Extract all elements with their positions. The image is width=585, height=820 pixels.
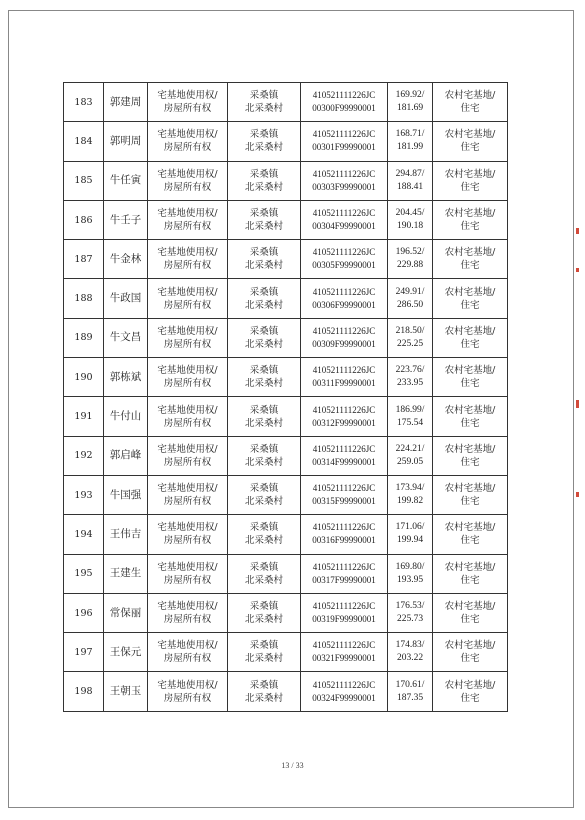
area-line: 224.21/ [395, 443, 425, 454]
location-line: 采桑镇 [249, 325, 279, 337]
table-row [64, 633, 508, 672]
owner-name-cell: 郭启峰 [104, 436, 148, 475]
area-line: 171.06/ [395, 522, 425, 533]
right-type-cell [148, 279, 228, 318]
record-number-cell: 194 [64, 515, 104, 554]
area-line: 196.52/ [395, 247, 425, 258]
right-type-cell [148, 633, 228, 672]
location-line: 采桑镇 [249, 561, 279, 573]
right-type-cell [148, 161, 228, 200]
right-type-line: 房屋所有权 [163, 417, 212, 429]
unit-code-cell [301, 554, 388, 593]
location-line: 采桑镇 [249, 168, 279, 180]
location-line: 北采桑村 [244, 103, 283, 115]
right-type-line: 宅基地使用权/ [157, 522, 218, 534]
owner-name-cell: 常保丽 [104, 593, 148, 632]
unit-code-line: 00301F99990001 [312, 142, 376, 153]
record-number-cell: 188 [64, 279, 104, 318]
unit-code-line: 00309F99990001 [312, 338, 376, 349]
record-number-cell: 187 [64, 240, 104, 279]
right-type-line: 房屋所有权 [163, 574, 212, 586]
usage-line: 住宅 [460, 417, 480, 429]
unit-code-cell [301, 318, 388, 357]
location-line: 采桑镇 [249, 365, 279, 377]
location-line: 采桑镇 [249, 640, 279, 652]
location-line: 采桑镇 [249, 208, 279, 220]
record-number-cell: 183 [64, 83, 104, 122]
usage-line: 农村宅基地/ [444, 168, 496, 180]
area-cell [388, 279, 433, 318]
unit-code-cell [301, 593, 388, 632]
right-type-line: 宅基地使用权/ [157, 247, 218, 259]
unit-code-line: 00306F99990001 [312, 299, 376, 310]
table-row [64, 593, 508, 632]
unit-code-cell [301, 672, 388, 711]
unit-code-cell [301, 240, 388, 279]
page-number: 13 / 33 [281, 761, 304, 770]
location-cell [228, 515, 301, 554]
edge-mark [576, 268, 579, 272]
right-type-line: 宅基地使用权/ [157, 365, 218, 377]
location-line: 采桑镇 [249, 679, 279, 691]
table-row [64, 161, 508, 200]
right-type-cell [148, 593, 228, 632]
right-type-line: 宅基地使用权/ [157, 679, 218, 691]
unit-code-line: 410521111226JC [312, 365, 376, 376]
area-line: 190.18 [396, 221, 424, 232]
area-line: 203.22 [396, 653, 424, 664]
usage-line: 住宅 [460, 535, 480, 547]
usage-line: 农村宅基地/ [444, 129, 496, 141]
unit-code-line: 410521111226JC [312, 640, 376, 651]
usage-line: 住宅 [460, 574, 480, 586]
location-line: 北采桑村 [244, 417, 283, 429]
unit-code-line: 00319F99990001 [312, 614, 376, 624]
area-line: 229.88 [396, 260, 424, 271]
usage-cell [433, 554, 508, 593]
location-line: 北采桑村 [244, 221, 283, 233]
location-cell [228, 397, 301, 436]
right-type-line: 房屋所有权 [163, 535, 212, 547]
unit-code-line: 410521111226JC [312, 286, 376, 297]
usage-line: 农村宅基地/ [444, 247, 496, 259]
area-line: 225.73 [396, 614, 424, 624]
location-cell [228, 633, 301, 672]
area-cell [388, 122, 433, 161]
area-line: 199.82 [396, 496, 424, 507]
unit-code-cell [301, 200, 388, 239]
location-cell [228, 161, 301, 200]
usage-line: 住宅 [460, 496, 480, 508]
usage-cell [433, 240, 508, 279]
area-line: 218.50/ [395, 325, 425, 336]
right-type-line: 宅基地使用权/ [157, 90, 218, 102]
usage-line: 住宅 [460, 456, 480, 468]
right-type-cell [148, 318, 228, 357]
right-type-line: 宅基地使用权/ [157, 168, 218, 180]
right-type-line: 房屋所有权 [163, 221, 212, 233]
unit-code-cell [301, 633, 388, 672]
unit-code-cell [301, 397, 388, 436]
table-row [64, 554, 508, 593]
usage-cell [433, 161, 508, 200]
unit-code-cell [301, 436, 388, 475]
location-line: 采桑镇 [249, 286, 279, 298]
record-number-cell: 193 [64, 475, 104, 514]
area-line: 225.25 [396, 338, 424, 349]
location-cell [228, 200, 301, 239]
unit-code-line: 410521111226JC [312, 168, 376, 179]
usage-cell [433, 318, 508, 357]
right-type-line: 房屋所有权 [163, 496, 212, 508]
usage-line: 住宅 [460, 338, 480, 350]
location-cell [228, 672, 301, 711]
owner-name-cell: 牛国强 [104, 475, 148, 514]
owner-name-cell: 牛文昌 [104, 318, 148, 357]
record-number-cell: 190 [64, 358, 104, 397]
area-cell [388, 515, 433, 554]
area-line: 168.71/ [395, 129, 425, 140]
right-type-cell [148, 200, 228, 239]
right-type-line: 宅基地使用权/ [157, 561, 218, 573]
unit-code-cell [301, 122, 388, 161]
edge-mark [576, 400, 579, 408]
owner-name-cell: 牛任寅 [104, 161, 148, 200]
location-line: 北采桑村 [244, 299, 283, 311]
right-type-line: 宅基地使用权/ [157, 443, 218, 455]
area-cell [388, 161, 433, 200]
usage-line: 住宅 [460, 692, 480, 704]
area-line: 249.91/ [395, 286, 425, 297]
usage-cell [433, 122, 508, 161]
area-cell [388, 358, 433, 397]
edge-mark [576, 492, 579, 497]
location-line: 北采桑村 [244, 378, 283, 390]
record-number-cell: 186 [64, 200, 104, 239]
right-type-line: 房屋所有权 [163, 692, 212, 704]
right-type-line: 房屋所有权 [163, 653, 212, 665]
usage-cell [433, 83, 508, 122]
owner-name-cell: 王伟吉 [104, 515, 148, 554]
unit-code-line: 410521111226JC [312, 601, 376, 611]
area-line: 223.76/ [395, 365, 425, 376]
right-type-cell [148, 475, 228, 514]
area-line: 193.95 [396, 574, 424, 585]
location-cell [228, 554, 301, 593]
right-type-line: 房屋所有权 [163, 378, 212, 390]
location-line: 北采桑村 [244, 653, 283, 665]
unit-code-line: 410521111226JC [312, 129, 376, 140]
area-line: 294.87/ [395, 168, 425, 179]
unit-code-line: 00300F99990001 [312, 103, 376, 114]
area-cell [388, 593, 433, 632]
unit-code-cell [301, 515, 388, 554]
right-type-line: 房屋所有权 [163, 614, 212, 625]
usage-cell [433, 397, 508, 436]
property-records-table [63, 82, 508, 712]
unit-code-line: 410521111226JC [312, 325, 376, 336]
location-cell [228, 318, 301, 357]
area-cell [388, 672, 433, 711]
location-cell [228, 240, 301, 279]
owner-name-cell: 王建生 [104, 554, 148, 593]
right-type-cell [148, 436, 228, 475]
location-line: 北采桑村 [244, 456, 283, 468]
unit-code-cell [301, 279, 388, 318]
owner-name-cell: 牛壬子 [104, 200, 148, 239]
area-line: 233.95 [396, 378, 424, 389]
area-line: 169.92/ [395, 90, 425, 101]
owner-name-cell: 牛金林 [104, 240, 148, 279]
location-line: 采桑镇 [249, 522, 279, 534]
table-row [64, 672, 508, 711]
area-cell [388, 83, 433, 122]
location-line: 北采桑村 [244, 614, 283, 625]
area-line: 204.45/ [395, 208, 425, 219]
unit-code-line: 00317F99990001 [312, 574, 376, 585]
record-number-cell: 192 [64, 436, 104, 475]
location-line: 北采桑村 [244, 260, 283, 272]
right-type-line: 宅基地使用权/ [157, 404, 218, 416]
usage-line: 住宅 [460, 614, 480, 625]
records-body [64, 83, 508, 712]
usage-line: 住宅 [460, 181, 480, 193]
unit-code-line: 410521111226JC [312, 443, 376, 454]
unit-code-line: 00324F99990001 [312, 692, 376, 703]
right-type-cell [148, 122, 228, 161]
location-cell [228, 358, 301, 397]
location-cell [228, 436, 301, 475]
table-row [64, 475, 508, 514]
owner-name-cell: 郭建周 [104, 83, 148, 122]
right-type-line: 宅基地使用权/ [157, 640, 218, 652]
right-type-line: 房屋所有权 [163, 299, 212, 311]
right-type-line: 宅基地使用权/ [157, 286, 218, 298]
unit-code-line: 410521111226JC [312, 561, 376, 572]
table-row [64, 515, 508, 554]
area-line: 169.80/ [395, 561, 425, 572]
unit-code-cell [301, 475, 388, 514]
owner-name-cell: 郭明周 [104, 122, 148, 161]
right-type-cell [148, 83, 228, 122]
table-row [64, 279, 508, 318]
location-line: 北采桑村 [244, 535, 283, 547]
table-row [64, 240, 508, 279]
usage-line: 住宅 [460, 299, 480, 311]
right-type-cell [148, 554, 228, 593]
usage-cell [433, 515, 508, 554]
table-row [64, 318, 508, 357]
right-type-line: 房屋所有权 [163, 142, 212, 154]
right-type-line: 宅基地使用权/ [157, 325, 218, 337]
unit-code-cell [301, 83, 388, 122]
area-line: 186.99/ [395, 404, 425, 415]
location-line: 北采桑村 [244, 496, 283, 508]
record-number-cell: 191 [64, 397, 104, 436]
area-line: 173.94/ [395, 483, 425, 494]
unit-code-line: 00303F99990001 [312, 181, 376, 192]
location-line: 北采桑村 [244, 338, 283, 350]
unit-code-line: 00311F99990001 [312, 378, 376, 389]
record-number-cell: 196 [64, 593, 104, 632]
record-number-cell: 195 [64, 554, 104, 593]
owner-name-cell: 牛付山 [104, 397, 148, 436]
owner-name-cell: 王保元 [104, 633, 148, 672]
unit-code-line: 00312F99990001 [312, 417, 376, 428]
usage-line: 住宅 [460, 103, 480, 115]
unit-code-line: 00321F99990001 [312, 653, 376, 664]
owner-name-cell: 牛政国 [104, 279, 148, 318]
usage-line: 住宅 [460, 653, 480, 665]
unit-code-line: 410521111226JC [312, 208, 376, 219]
location-line: 采桑镇 [249, 129, 279, 141]
area-line: 174.83/ [395, 640, 425, 651]
record-number-cell: 198 [64, 672, 104, 711]
area-cell [388, 397, 433, 436]
area-line: 259.05 [396, 456, 424, 467]
unit-code-line: 410521111226JC [312, 247, 376, 258]
area-line: 181.69 [396, 103, 424, 114]
usage-cell [433, 279, 508, 318]
right-type-line: 宅基地使用权/ [157, 208, 218, 220]
location-cell [228, 279, 301, 318]
area-cell [388, 436, 433, 475]
area-line: 170.61/ [395, 679, 425, 690]
right-type-line: 房屋所有权 [163, 181, 212, 193]
location-line: 采桑镇 [249, 601, 279, 612]
unit-code-cell [301, 358, 388, 397]
usage-line: 住宅 [460, 221, 480, 233]
location-line: 采桑镇 [249, 90, 279, 102]
location-cell [228, 83, 301, 122]
usage-line: 农村宅基地/ [444, 90, 496, 102]
location-line: 采桑镇 [249, 443, 279, 455]
right-type-line: 房屋所有权 [163, 260, 212, 272]
table-row [64, 200, 508, 239]
unit-code-line: 410521111226JC [312, 483, 376, 494]
area-line: 199.94 [396, 535, 424, 546]
usage-cell [433, 593, 508, 632]
right-type-cell [148, 397, 228, 436]
right-type-cell [148, 240, 228, 279]
owner-name-cell: 王朝玉 [104, 672, 148, 711]
right-type-line: 房屋所有权 [163, 456, 212, 468]
usage-cell [433, 200, 508, 239]
usage-line: 农村宅基地/ [444, 522, 496, 534]
usage-line: 农村宅基地/ [444, 365, 496, 377]
location-line: 北采桑村 [244, 692, 283, 704]
right-type-cell [148, 515, 228, 554]
right-type-line: 宅基地使用权/ [157, 129, 218, 141]
area-line: 176.53/ [395, 601, 425, 611]
owner-name-cell: 郭栋斌 [104, 358, 148, 397]
usage-line: 农村宅基地/ [444, 208, 496, 220]
record-number-cell: 185 [64, 161, 104, 200]
usage-line: 住宅 [460, 142, 480, 154]
unit-code-line: 00316F99990001 [312, 535, 376, 546]
right-type-line: 房屋所有权 [163, 338, 212, 350]
usage-line: 农村宅基地/ [444, 640, 496, 652]
usage-cell [433, 436, 508, 475]
record-number-cell: 197 [64, 633, 104, 672]
unit-code-line: 410521111226JC [312, 522, 376, 533]
unit-code-line: 00304F99990001 [312, 221, 376, 232]
unit-code-line: 410521111226JC [312, 404, 376, 415]
location-cell [228, 122, 301, 161]
right-type-line: 宅基地使用权/ [157, 483, 218, 495]
usage-line: 住宅 [460, 378, 480, 390]
area-cell [388, 240, 433, 279]
right-type-cell [148, 672, 228, 711]
location-line: 北采桑村 [244, 574, 283, 586]
usage-cell [433, 475, 508, 514]
table-row [64, 83, 508, 122]
usage-cell [433, 633, 508, 672]
record-number-cell: 189 [64, 318, 104, 357]
edge-mark [576, 228, 579, 234]
area-line: 187.35 [396, 692, 424, 703]
location-cell [228, 475, 301, 514]
table-row [64, 436, 508, 475]
unit-code-line: 00314F99990001 [312, 456, 376, 467]
usage-line: 农村宅基地/ [444, 286, 496, 298]
area-cell [388, 200, 433, 239]
table-row [64, 358, 508, 397]
area-cell [388, 554, 433, 593]
usage-line: 农村宅基地/ [444, 561, 496, 573]
location-line: 采桑镇 [249, 247, 279, 259]
right-type-line: 房屋所有权 [163, 103, 212, 115]
unit-code-cell [301, 161, 388, 200]
location-cell [228, 593, 301, 632]
usage-line: 农村宅基地/ [444, 404, 496, 416]
usage-line: 农村宅基地/ [444, 325, 496, 337]
usage-cell [433, 358, 508, 397]
right-type-cell [148, 358, 228, 397]
area-cell [388, 633, 433, 672]
table-row [64, 122, 508, 161]
record-number-cell: 184 [64, 122, 104, 161]
area-line: 175.54 [396, 417, 424, 428]
area-line: 181.99 [396, 142, 424, 153]
table-row [64, 397, 508, 436]
area-cell [388, 475, 433, 514]
location-line: 北采桑村 [244, 142, 283, 154]
area-cell [388, 318, 433, 357]
location-line: 采桑镇 [249, 483, 279, 495]
usage-line: 农村宅基地/ [444, 601, 496, 612]
location-line: 北采桑村 [244, 181, 283, 193]
usage-line: 农村宅基地/ [444, 679, 496, 691]
usage-line: 农村宅基地/ [444, 443, 496, 455]
right-type-line: 宅基地使用权/ [157, 601, 218, 612]
unit-code-line: 410521111226JC [312, 679, 376, 690]
unit-code-line: 00315F99990001 [312, 496, 376, 507]
unit-code-line: 00305F99990001 [312, 260, 376, 271]
usage-cell [433, 672, 508, 711]
area-line: 188.41 [396, 181, 424, 192]
usage-line: 住宅 [460, 260, 480, 272]
unit-code-line: 410521111226JC [312, 90, 376, 101]
area-line: 286.50 [396, 299, 424, 310]
usage-line: 农村宅基地/ [444, 483, 496, 495]
location-line: 采桑镇 [249, 404, 279, 416]
